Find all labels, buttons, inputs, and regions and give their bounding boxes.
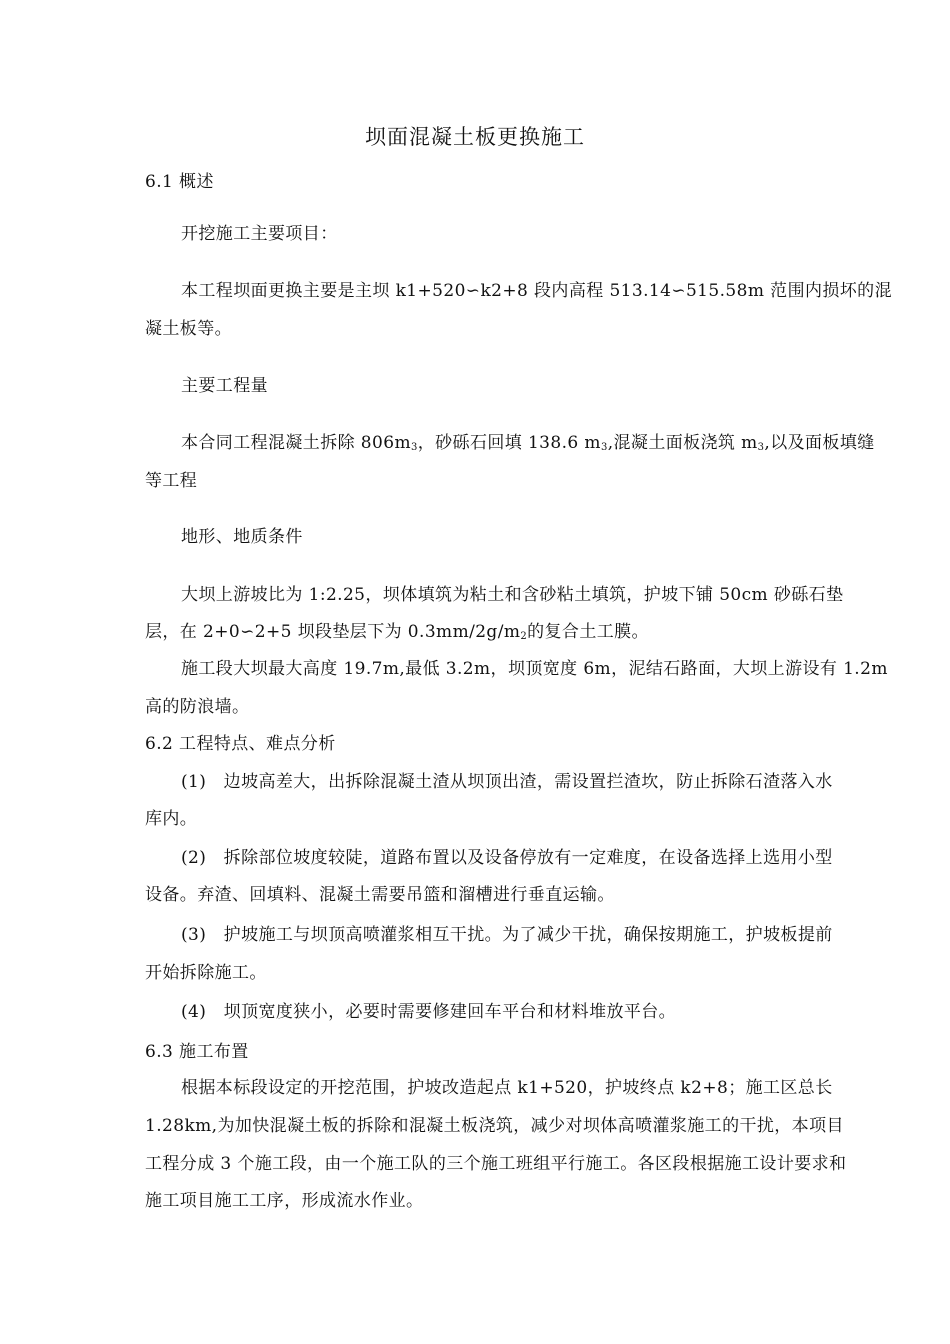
qty-demolition: 本合同工程混凝土拆除 806m — [181, 433, 411, 453]
unit-subscript: 3 — [600, 442, 608, 453]
paragraph-layout-line-2: 1.28km,为加快混凝土板的拆除和混凝土板浇筑，减少对坝体高喷灌浆施工的干扰，本项目 — [145, 1116, 844, 1136]
qty-pouring: ,混凝土面板浇筑 m — [607, 433, 758, 453]
subheading-quantities: 主要工程量 — [181, 376, 268, 396]
section-heading-6-3: 6.3 施工布置 — [145, 1042, 249, 1062]
dam-line-2-tail: 的复合土工膜。 — [527, 622, 649, 642]
section-heading-6-1: 6.1 概述 — [145, 172, 214, 192]
subheading-terrain: 地形、地质条件 — [181, 527, 303, 547]
paragraph-layout-line-3: 工程分成 3 个施工段，由一个施工队的三个施工班组平行施工。各区段根据施工设计要求和 — [145, 1154, 847, 1174]
paragraph-quantities-line-2: 等工程 — [145, 471, 198, 491]
dam-line-2-text: 层，在 2+0∽2+5 坝段垫层下为 0.3mm/2g/m — [145, 622, 521, 642]
list-item-1-line-1: (1) 边坡高差大，出拆除混凝土渣从坝顶出渣，需设置拦渣坎，防止拆除石渣落入水 — [181, 772, 833, 792]
paragraph-layout-line-1: 根据本标段设定的开挖范围，护坡改造起点 k1+520，护坡终点 k2+8；施工区总长 — [181, 1078, 833, 1098]
paragraph-scope-line-2: 凝土板等。 — [145, 319, 232, 339]
paragraph-height-line-2: 高的防浪墙。 — [145, 697, 250, 717]
paragraph-dam-line-2 — [145, 621, 649, 643]
qty-joint-filling: ,以及面板填缝 — [764, 433, 875, 453]
qty-backfill: ，砂砾石回填 138.6 m — [417, 433, 601, 453]
section-heading-6-2: 6.2 工程特点、难点分析 — [145, 734, 336, 754]
paragraph-quantities-line-1 — [181, 432, 875, 454]
subheading-excavation-items: 开挖施工主要项目： — [181, 224, 338, 244]
list-item-2-line-1: (2) 拆除部位坡度较陡，道路布置以及设备停放有一定难度，在设备选择上选用小型 — [181, 848, 833, 868]
unit-subscript: 3 — [410, 442, 418, 453]
list-item-3-line-2: 开始拆除施工。 — [145, 963, 267, 983]
paragraph-dam-line-1: 大坝上游坡比为 1:2.25，坝体填筑为粘土和含砂粘土填筑，护坡下铺 50cm 砂砾石垫 — [181, 585, 844, 605]
unit-subscript: 2 — [520, 631, 528, 642]
paragraph-scope-line-1: 本工程坝面更换主要是主坝 k1+520∽k2+8 段内高程 513.14∽515.58m 范围内损坏的混 — [181, 281, 892, 301]
list-item-4-line-1: (4) 坝顶宽度狭小，必要时需要修建回车平台和材料堆放平台。 — [181, 1002, 677, 1022]
list-item-1-line-2: 库内。 — [145, 809, 198, 829]
list-item-2-line-2: 设备。弃渣、回填料、混凝土需要吊篮和溜槽进行垂直运输。 — [145, 885, 615, 905]
paragraph-layout-line-4: 施工项目施工工序，形成流水作业。 — [145, 1191, 424, 1211]
list-item-3-line-1: (3) 护坡施工与坝顶高喷灌浆相互干扰。为了减少干扰，确保按期施工，护坡板提前 — [181, 925, 833, 945]
unit-subscript: 3 — [757, 442, 765, 453]
page-title: 坝面混凝土板更换施工 — [365, 125, 585, 149]
paragraph-height-line-1: 施工段大坝最大高度 19.7m,最低 3.2m，坝顶宽度 6m，泥结石路面，大坝上游设有 1.2m — [181, 659, 888, 679]
